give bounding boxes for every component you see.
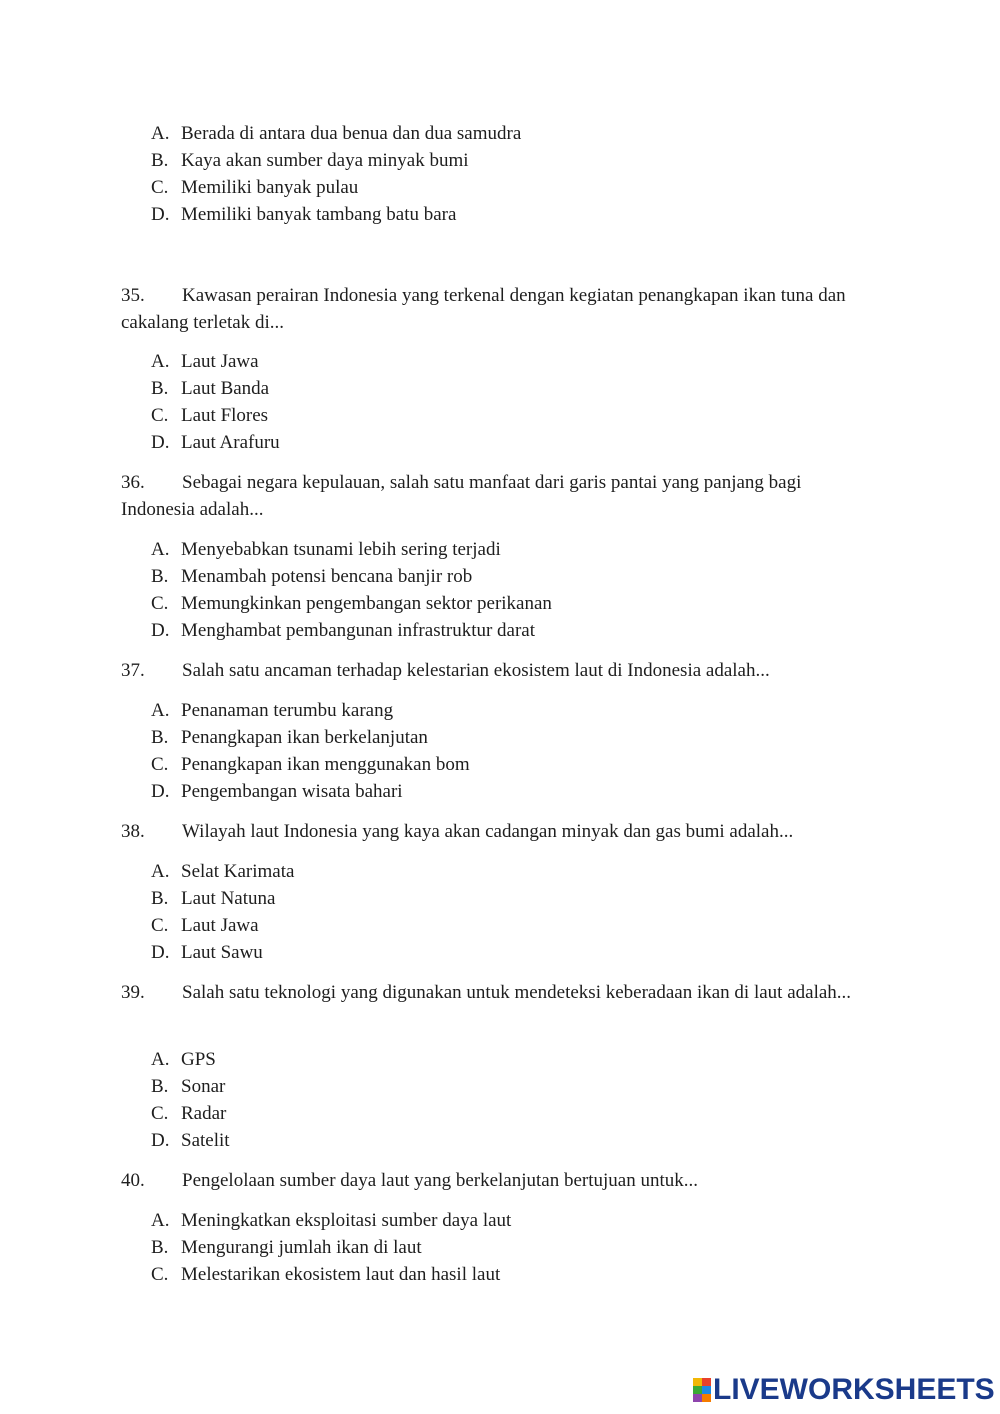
q36-option-b[interactable]: B. Menambah potensi bencana banjir rob xyxy=(151,566,473,587)
q34-option-b[interactable]: B. Kaya akan sumber daya minyak bumi xyxy=(151,150,469,171)
q34-option-d[interactable]: D. Memiliki banyak tambang batu bara xyxy=(151,204,457,225)
q37-option-c[interactable]: C. Penangkapan ikan menggunakan bom xyxy=(151,754,470,775)
q39-option-a[interactable]: A. GPS xyxy=(151,1049,216,1070)
liveworksheets-mark-icon xyxy=(693,1378,711,1402)
q40-options xyxy=(151,1207,511,1288)
q36-option-a[interactable]: A. Menyebabkan tsunami lebih sering terjadi xyxy=(151,539,501,560)
q37-option-a[interactable]: A. Penanaman terumbu karang xyxy=(151,700,394,721)
q39-option-b[interactable]: B. Sonar xyxy=(151,1076,226,1097)
q40-option-c[interactable]: C. Melestarikan ekosistem laut dan hasil laut xyxy=(151,1264,501,1285)
q34-option-c[interactable]: C. Memiliki banyak pulau xyxy=(151,177,359,198)
q40-question xyxy=(121,1167,861,1194)
q38-number: 38. xyxy=(121,821,145,842)
q34-options xyxy=(151,120,521,228)
q35-text: Kawasan perairan Indonesia yang terkenal dengan kegiatan penangkapan ikan tuna dan cakalang terletak di... xyxy=(121,285,846,333)
q35-question xyxy=(121,282,861,336)
q40-option-a[interactable]: A. Meningkatkan eksploitasi sumber daya laut xyxy=(151,1210,512,1231)
q37-option-b[interactable]: B. Penangkapan ikan berkelanjutan xyxy=(151,727,428,748)
q40-number: 40. xyxy=(121,1170,145,1191)
q35-number: 35. xyxy=(121,285,145,306)
q37-options xyxy=(151,697,470,805)
q35-option-c[interactable]: C. Laut Flores xyxy=(151,405,269,426)
q38-question xyxy=(121,818,861,845)
q40-text: Pengelolaan sumber daya laut yang berkelanjutan bertujuan untuk... xyxy=(182,1170,699,1191)
q38-text: Wilayah laut Indonesia yang kaya akan cadangan minyak dan gas bumi adalah... xyxy=(182,821,794,842)
q37-option-d[interactable]: D. Pengembangan wisata bahari xyxy=(151,781,403,802)
q35-option-a[interactable]: A. Laut Jawa xyxy=(151,351,259,372)
q40-option-b[interactable]: B. Mengurangi jumlah ikan di laut xyxy=(151,1237,422,1258)
q39-text: Salah satu teknologi yang digunakan untuk mendeteksi keberadaan ikan di laut adalah... xyxy=(182,982,852,1003)
q36-question xyxy=(121,469,861,523)
q38-options xyxy=(151,858,294,966)
q35-option-d[interactable]: D. Laut Arafuru xyxy=(151,432,280,453)
liveworksheets-wordmark: LIVEWORKSHEETS xyxy=(713,1373,995,1406)
q36-text: Sebagai negara kepulauan, salah satu manfaat dari garis pantai yang panjang bagi Indonesia adalah... xyxy=(121,472,802,520)
q36-number: 36. xyxy=(121,472,145,493)
q36-options xyxy=(151,536,552,644)
q37-question xyxy=(121,657,861,684)
q39-option-d[interactable]: D. Satelit xyxy=(151,1130,230,1151)
liveworksheets-logo[interactable] xyxy=(693,1374,995,1406)
q39-question xyxy=(121,979,861,1006)
q39-number: 39. xyxy=(121,982,145,1003)
q38-option-d[interactable]: D. Laut Sawu xyxy=(151,942,263,963)
q34-option-a[interactable]: A. Berada di antara dua benua dan dua samudra xyxy=(151,123,522,144)
q39-options xyxy=(151,1046,230,1154)
q35-options xyxy=(151,348,280,456)
q38-option-a[interactable]: A. Selat Karimata xyxy=(151,861,295,882)
q37-text: Salah satu ancaman terhadap kelestarian ekosistem laut di Indonesia adalah... xyxy=(182,660,770,681)
q38-option-c[interactable]: C. Laut Jawa xyxy=(151,915,259,936)
q36-option-d[interactable]: D. Menghambat pembangunan infrastruktur darat xyxy=(151,620,536,641)
q38-option-b[interactable]: B. Laut Natuna xyxy=(151,888,276,909)
q39-option-c[interactable]: C. Radar xyxy=(151,1103,227,1124)
q37-number: 37. xyxy=(121,660,145,681)
q36-option-c[interactable]: C. Memungkinkan pengembangan sektor perikanan xyxy=(151,593,552,614)
q35-option-b[interactable]: B. Laut Banda xyxy=(151,378,270,399)
